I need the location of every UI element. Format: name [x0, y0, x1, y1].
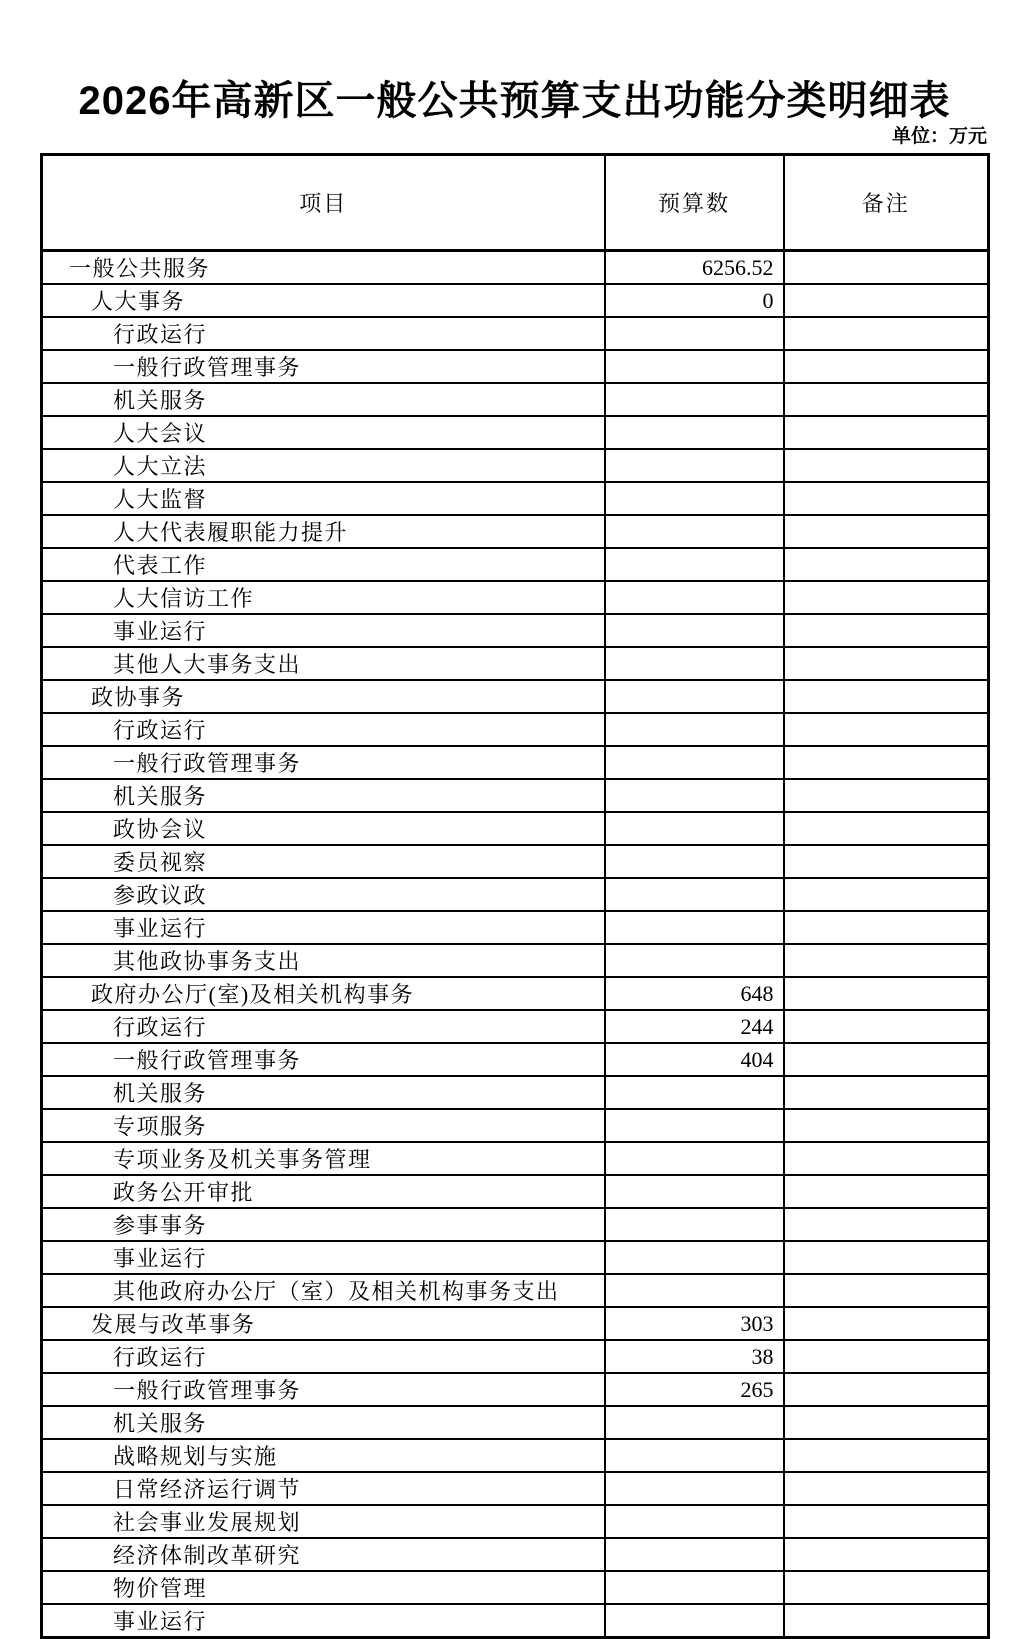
- item-cell: 一般行政管理事务: [42, 746, 605, 779]
- note-cell: [784, 746, 989, 779]
- note-cell: [784, 1439, 989, 1472]
- note-cell: [784, 383, 989, 416]
- item-cell: 发展与改革事务: [42, 1307, 605, 1340]
- note-cell: [784, 1010, 989, 1043]
- table-row: [42, 647, 989, 680]
- item-cell: 人大立法: [42, 449, 605, 482]
- table-row: [42, 1076, 989, 1109]
- column-header-note: 备注: [784, 155, 989, 251]
- note-cell: [784, 350, 989, 383]
- table-row: [42, 1109, 989, 1142]
- item-cell: 一般行政管理事务: [42, 1373, 605, 1406]
- item-cell: 参政议政: [42, 878, 605, 911]
- item-cell: 行政运行: [42, 1340, 605, 1373]
- table-row: [42, 383, 989, 416]
- note-cell: [784, 416, 989, 449]
- table-body: [42, 251, 989, 1638]
- table-row: [42, 1406, 989, 1439]
- budget-cell: [605, 383, 784, 416]
- note-cell: [784, 1076, 989, 1109]
- item-cell: 一般行政管理事务: [42, 350, 605, 383]
- table-row: [42, 1010, 989, 1043]
- note-cell: [784, 1571, 989, 1604]
- budget-cell: 38: [605, 1340, 784, 1373]
- budget-cell: [605, 1538, 784, 1571]
- table-row: [42, 251, 989, 285]
- item-cell: 专项服务: [42, 1109, 605, 1142]
- budget-cell: [605, 878, 784, 911]
- note-cell: [784, 647, 989, 680]
- table-row: [42, 878, 989, 911]
- note-cell: [784, 317, 989, 350]
- budget-cell: [605, 614, 784, 647]
- budget-cell: [605, 1241, 784, 1274]
- item-cell: 政务公开审批: [42, 1175, 605, 1208]
- table-row: [42, 1571, 989, 1604]
- item-cell: 人大代表履职能力提升: [42, 515, 605, 548]
- item-cell: 事业运行: [42, 614, 605, 647]
- item-cell: 参事事务: [42, 1208, 605, 1241]
- budget-cell: [605, 317, 784, 350]
- item-cell: 其他政协事务支出: [42, 944, 605, 977]
- item-cell: 战略规划与实施: [42, 1439, 605, 1472]
- note-cell: [784, 1505, 989, 1538]
- table-row: [42, 680, 989, 713]
- budget-cell: [605, 1208, 784, 1241]
- note-cell: [784, 1373, 989, 1406]
- budget-cell: [605, 1472, 784, 1505]
- note-cell: [784, 977, 989, 1010]
- table-row: [42, 614, 989, 647]
- item-cell: 行政运行: [42, 713, 605, 746]
- note-cell: [784, 1538, 989, 1571]
- table-row: [42, 1307, 989, 1340]
- table-row: [42, 944, 989, 977]
- note-cell: [784, 1175, 989, 1208]
- budget-cell: [605, 812, 784, 845]
- item-cell: 机关服务: [42, 779, 605, 812]
- budget-cell: [605, 482, 784, 515]
- note-cell: [784, 1043, 989, 1076]
- note-cell: [784, 548, 989, 581]
- budget-cell: [605, 1604, 784, 1638]
- table-row: [42, 1142, 989, 1175]
- note-cell: [784, 449, 989, 482]
- note-cell: [784, 1406, 989, 1439]
- table-row: [42, 746, 989, 779]
- note-cell: [784, 878, 989, 911]
- table-row: [42, 779, 989, 812]
- item-cell: 政府办公厅(室)及相关机构事务: [42, 977, 605, 1010]
- note-cell: [784, 713, 989, 746]
- budget-cell: [605, 1406, 784, 1439]
- budget-cell: 6256.52: [605, 251, 784, 285]
- table-row: [42, 1208, 989, 1241]
- item-cell: 人大会议: [42, 416, 605, 449]
- table-row: [42, 1340, 989, 1373]
- budget-cell: 404: [605, 1043, 784, 1076]
- note-cell: [784, 1274, 989, 1307]
- budget-cell: [605, 680, 784, 713]
- item-cell: 机关服务: [42, 1406, 605, 1439]
- budget-cell: [605, 779, 784, 812]
- note-cell: [784, 1241, 989, 1274]
- item-cell: 行政运行: [42, 317, 605, 350]
- item-cell: 事业运行: [42, 1604, 605, 1638]
- note-cell: [784, 944, 989, 977]
- column-header-item: 项目: [42, 155, 605, 251]
- table-row: [42, 845, 989, 878]
- table-row: [42, 1175, 989, 1208]
- item-cell: 日常经济运行调节: [42, 1472, 605, 1505]
- budget-cell: 648: [605, 977, 784, 1010]
- table-row: [42, 416, 989, 449]
- table-row: [42, 317, 989, 350]
- page-title: 2026年高新区一般公共预算支出功能分类明细表: [78, 79, 951, 123]
- note-cell: [784, 581, 989, 614]
- note-cell: [784, 1142, 989, 1175]
- budget-cell: [605, 1076, 784, 1109]
- note-cell: [784, 1340, 989, 1373]
- table-row: [42, 911, 989, 944]
- item-cell: 一般公共服务: [42, 251, 605, 285]
- budget-cell: [605, 713, 784, 746]
- note-cell: [784, 515, 989, 548]
- table-row: [42, 449, 989, 482]
- note-cell: [784, 482, 989, 515]
- note-cell: [784, 1604, 989, 1638]
- budget-cell: [605, 449, 784, 482]
- table-row: [42, 482, 989, 515]
- budget-cell: [605, 1175, 784, 1208]
- budget-cell: [605, 350, 784, 383]
- budget-cell: [605, 1571, 784, 1604]
- table-row: [42, 515, 989, 548]
- item-cell: 事业运行: [42, 911, 605, 944]
- item-cell: 其他人大事务支出: [42, 647, 605, 680]
- budget-cell: [605, 911, 784, 944]
- item-cell: 代表工作: [42, 548, 605, 581]
- budget-cell: 265: [605, 1373, 784, 1406]
- item-cell: 机关服务: [42, 1076, 605, 1109]
- note-cell: [784, 680, 989, 713]
- table-row: [42, 1604, 989, 1638]
- item-cell: 人大信访工作: [42, 581, 605, 614]
- note-cell: [784, 911, 989, 944]
- budget-cell: [605, 746, 784, 779]
- item-cell: 委员视察: [42, 845, 605, 878]
- table-header: [42, 155, 989, 251]
- item-cell: 专项业务及机关事务管理: [42, 1142, 605, 1175]
- header-row: [42, 155, 989, 251]
- unit-label: 单位：万元: [891, 126, 987, 147]
- table-row: [42, 1274, 989, 1307]
- table-row: [42, 1472, 989, 1505]
- budget-cell: [605, 1505, 784, 1538]
- note-cell: [784, 1208, 989, 1241]
- budget-cell: [605, 1439, 784, 1472]
- budget-table: [40, 153, 990, 1639]
- item-cell: 物价管理: [42, 1571, 605, 1604]
- table-row: [42, 581, 989, 614]
- table-row: [42, 1043, 989, 1076]
- budget-cell: [605, 845, 784, 878]
- table-row: [42, 1505, 989, 1538]
- budget-cell: [605, 944, 784, 977]
- table-row: [42, 977, 989, 1010]
- budget-cell: [605, 416, 784, 449]
- note-cell: [784, 812, 989, 845]
- note-cell: [784, 1109, 989, 1142]
- item-cell: 事业运行: [42, 1241, 605, 1274]
- note-cell: [784, 614, 989, 647]
- budget-cell: [605, 515, 784, 548]
- note-cell: [784, 251, 989, 285]
- item-cell: 其他政府办公厅（室）及相关机构事务支出: [42, 1274, 605, 1307]
- budget-cell: [605, 1274, 784, 1307]
- note-cell: [784, 1472, 989, 1505]
- item-cell: 人大监督: [42, 482, 605, 515]
- table-row: [42, 350, 989, 383]
- item-cell: 行政运行: [42, 1010, 605, 1043]
- item-cell: 社会事业发展规划: [42, 1505, 605, 1538]
- item-cell: 一般行政管理事务: [42, 1043, 605, 1076]
- table-row: [42, 1373, 989, 1406]
- item-cell: 政协事务: [42, 680, 605, 713]
- budget-cell: 0: [605, 284, 784, 317]
- item-cell: 政协会议: [42, 812, 605, 845]
- budget-cell: [605, 647, 784, 680]
- item-cell: 机关服务: [42, 383, 605, 416]
- note-cell: [784, 284, 989, 317]
- table-row: [42, 1439, 989, 1472]
- table-row: [42, 812, 989, 845]
- note-cell: [784, 845, 989, 878]
- table-row: [42, 284, 989, 317]
- note-cell: [784, 1307, 989, 1340]
- table-row: [42, 713, 989, 746]
- budget-cell: [605, 1109, 784, 1142]
- budget-cell: [605, 1142, 784, 1175]
- table-row: [42, 1538, 989, 1571]
- note-cell: [784, 779, 989, 812]
- item-cell: 人大事务: [42, 284, 605, 317]
- table-row: [42, 1241, 989, 1274]
- budget-cell: 244: [605, 1010, 784, 1043]
- budget-cell: [605, 581, 784, 614]
- column-header-budget: 预算数: [605, 155, 784, 251]
- budget-cell: [605, 548, 784, 581]
- budget-cell: 303: [605, 1307, 784, 1340]
- table-row: [42, 548, 989, 581]
- item-cell: 经济体制改革研究: [42, 1538, 605, 1571]
